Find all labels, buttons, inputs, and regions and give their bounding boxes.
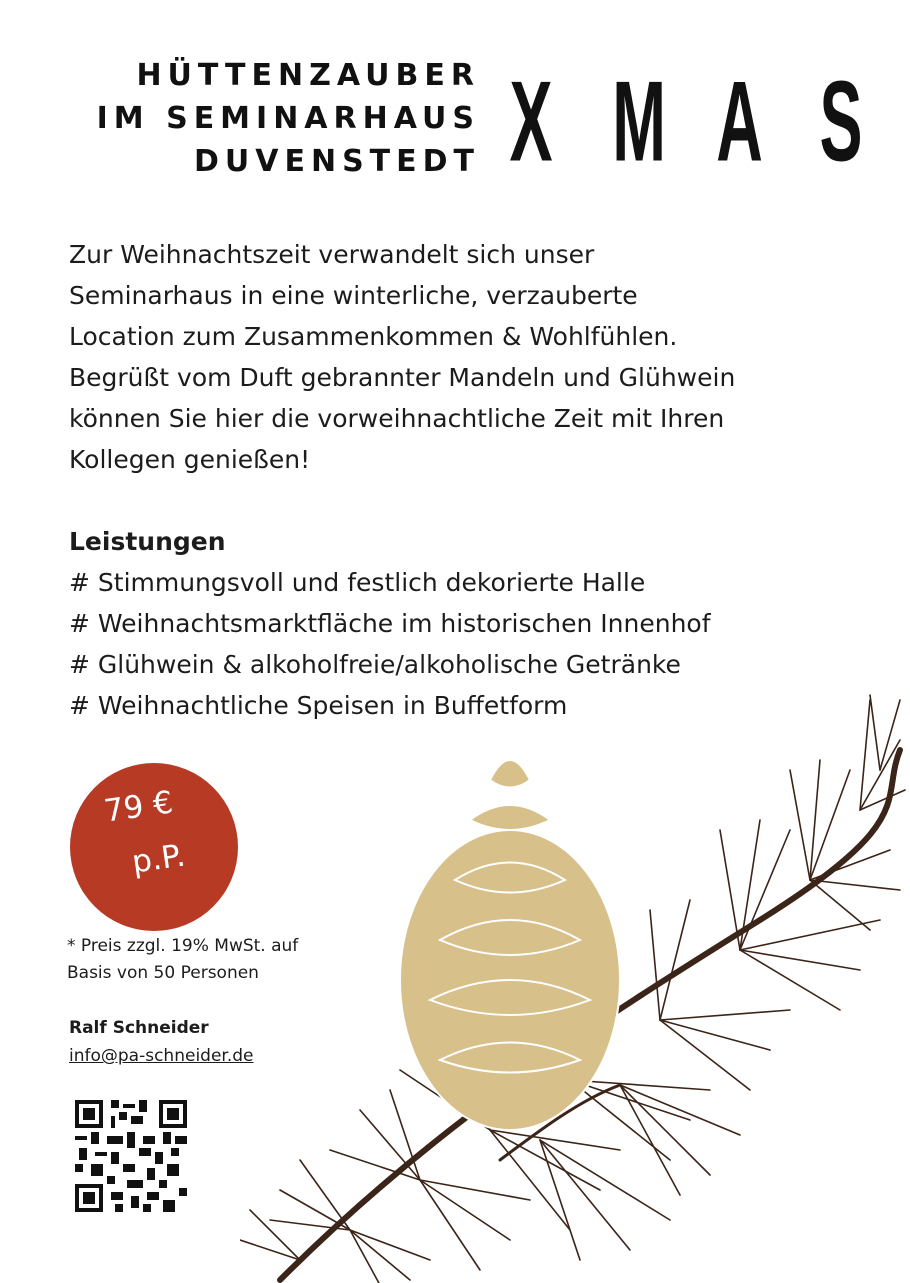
xmas-title — [496, 52, 876, 192]
service-item: # Weihnachtsmarktfläche im historischen Innenhof — [69, 609, 711, 638]
intro-line: Begrüßt vom Duft gebrannter Mandeln und Glühwein — [69, 363, 736, 392]
price-note-line: Basis von 50 Personen — [67, 963, 259, 983]
contact-name: Ralf Schneider — [69, 1018, 209, 1038]
header-line-3: DUVENSTEDT — [193, 144, 480, 179]
service-item: # Weihnachtliche Speisen in Buffetform — [69, 691, 568, 720]
price-per-person: p.P. — [129, 837, 188, 881]
xmas-letter-m: M — [612, 58, 667, 186]
qr-code[interactable] — [75, 1100, 187, 1212]
xmas-letter-a: A — [715, 58, 763, 186]
xmas-letter-s: S — [819, 58, 863, 186]
price-amount: 79 € — [101, 784, 176, 830]
price-note — [67, 933, 367, 987]
intro-paragraph — [69, 234, 869, 480]
pine-cone-illustration — [400, 760, 620, 1130]
intro-line: können Sie hier die vorweihnachtliche Zeit mit Ihren — [69, 404, 725, 433]
xmas-letter-x: X — [509, 58, 553, 186]
intro-line: Zur Weihnachtszeit verwandelt sich unser — [69, 240, 595, 269]
intro-line: Kollegen genießen! — [69, 445, 311, 474]
contact-email-link[interactable]: info@pa-schneider.de — [69, 1046, 254, 1066]
service-item: # Stimmungsvoll und festlich dekorierte Halle — [69, 568, 646, 597]
header-line-1: HÜTTENZAUBER — [136, 58, 480, 93]
service-item: # Glühwein & alkoholfreie/alkoholische Getränke — [69, 650, 681, 679]
price-note-line: * Preis zzgl. 19% MwSt. auf — [67, 936, 299, 956]
price-badge — [70, 763, 238, 931]
services-heading: Leistungen — [69, 527, 226, 556]
header-title — [60, 54, 480, 183]
intro-line: Location zum Zusammenkommen & Wohlfühlen. — [69, 322, 678, 351]
intro-line: Seminarhaus in eine winterliche, verzauberte — [69, 281, 638, 310]
header-line-2: IM SEMINARHAUS — [96, 101, 480, 136]
